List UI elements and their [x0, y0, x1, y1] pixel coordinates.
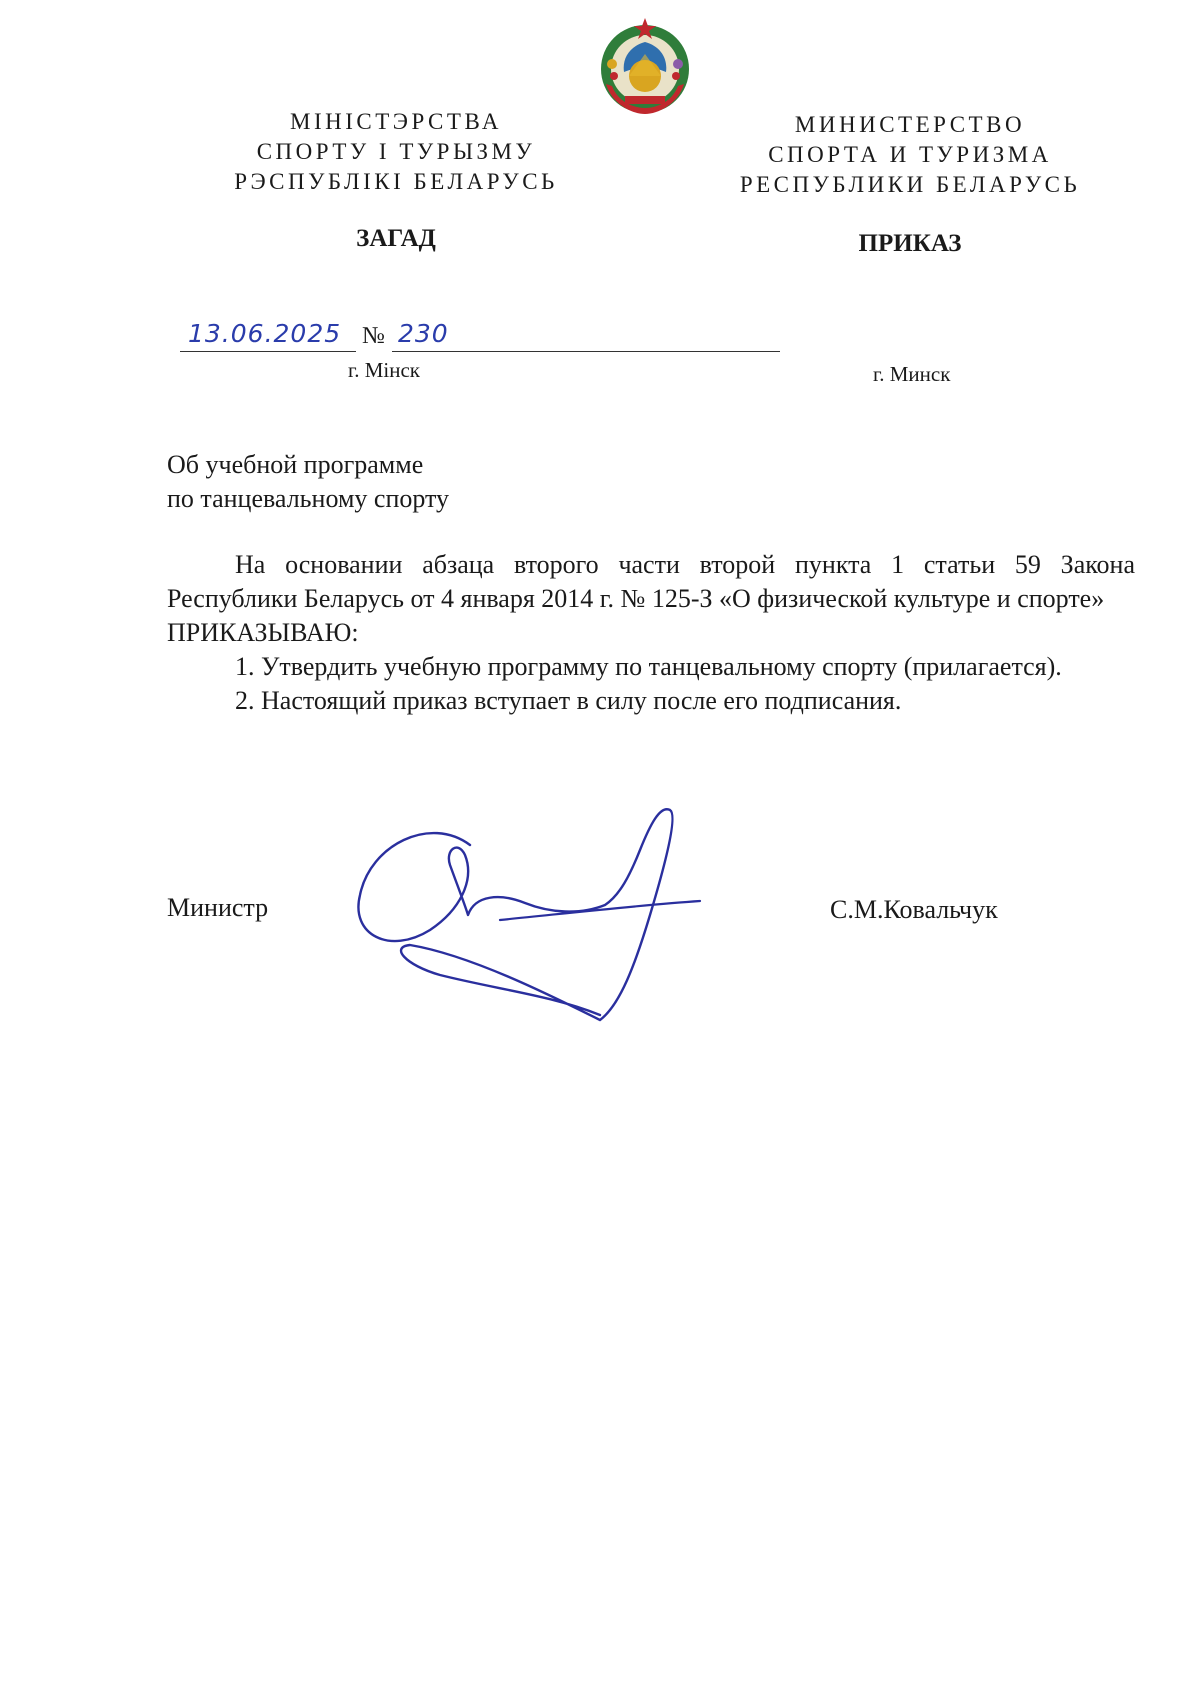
number-underline [392, 351, 780, 352]
order-item-2: 2. Настоящий приказ вступает в силу после его подписания. [235, 686, 902, 715]
signatory-role: Министр [167, 893, 269, 922]
number-sign: № [362, 323, 385, 349]
subject-line2: по танцевальному спорту [167, 484, 450, 513]
city-be: г. Мінск [348, 358, 421, 382]
header-right [720, 110, 1100, 200]
ministry-name-be-line3: РЭСПУБЛІКІ БЕЛАРУСЬ [234, 169, 558, 194]
registration-line [180, 313, 600, 353]
ministry-name-be-line2: СПОРТУ І ТУРЫЗМУ [256, 139, 536, 164]
signatory-name: С.М.Ковальчук [830, 895, 998, 924]
state-emblem-icon [592, 14, 698, 120]
subject-line1: Об учебной программе [167, 450, 424, 479]
handwritten-signature-icon [350, 805, 770, 1025]
header-left [196, 107, 596, 197]
document-body [167, 548, 1135, 718]
ministry-name-ru-line1: МИНИСТЕРСТВО [794, 112, 1026, 137]
document-subject [167, 448, 449, 516]
preamble-paragraph: На основании абзаца второго части второй пункта 1 статьи 59 Закона Республики Беларусь от 4 января 2014 г. № 125-З «О физической культуре и спорте» [167, 550, 1135, 613]
doc-kind-be: ЗАГАД [356, 225, 436, 252]
ministry-name-ru-line2: СПОРТА И ТУРИЗМА [768, 142, 1052, 167]
date-underline [180, 351, 356, 352]
order-word: ПРИКАЗЫВАЮ: [167, 618, 359, 647]
order-item-1: 1. Утвердить учебную программу по танцевальному спорту (прилагается). [235, 652, 1062, 681]
registration-date: 13.06.2025 [188, 319, 342, 348]
ministry-name-be-line1: МІНІСТЭРСТВА [290, 109, 502, 134]
doc-kind-ru: ПРИКАЗ [858, 230, 962, 257]
ministry-name-ru-line3: РЕСПУБЛИКИ БЕЛАРУСЬ [739, 172, 1081, 197]
city-ru: г. Минск [873, 362, 951, 386]
registration-number: 230 [398, 319, 449, 348]
